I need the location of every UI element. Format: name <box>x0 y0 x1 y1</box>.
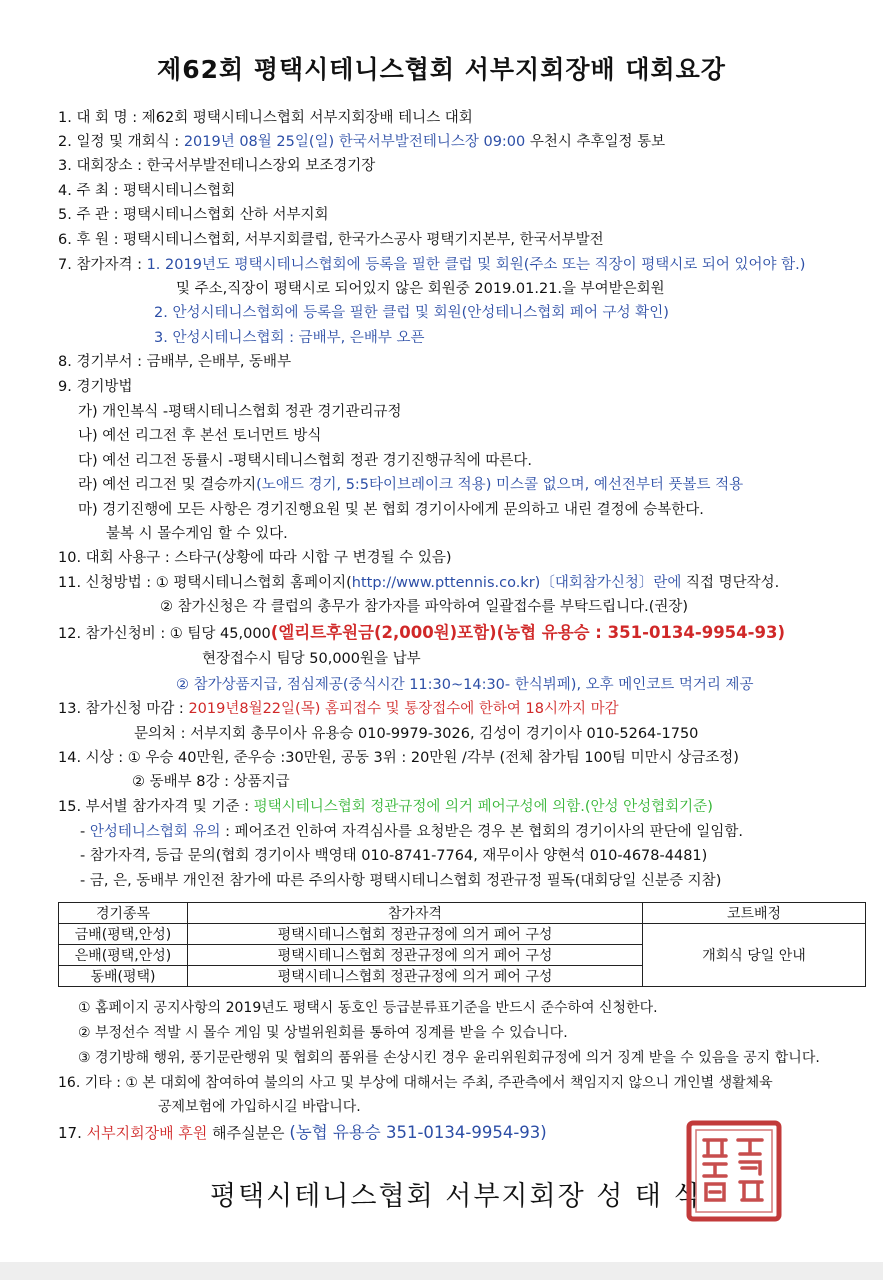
item-15-notice: - 금, 은, 동배부 개인전 참가에 따른 주의사항 평택시테니스협회 정관규정 필독(대회당일 신분증 지참) <box>80 873 722 889</box>
official-seal-icon <box>686 1120 782 1222</box>
homepage-link[interactable]: http://www.pttennis.co.kr)〔대회참가신청〕란에 <box>351 575 682 591</box>
item-11-apply <box>58 573 779 593</box>
item-13-contact: 문의처 : 서부지회 총무이사 유용승 010-9979-3026, 김성이 경기이사 010-5264-1750 <box>134 726 699 742</box>
item-9-d-rules: (노애드 경기, 5:5타이브레이크 적용) 미스콜 없으며, 예선전부터 풋볼트 적용 <box>256 477 744 493</box>
table-cell-event: 금배(평택,안성) <box>59 924 188 945</box>
table-header: 경기종목 <box>59 903 188 924</box>
item-12-onsite: 현장접수시 팀당 50,000원을 납부 <box>202 651 421 667</box>
table-cell-qual: 평택시테니스협회 정관규정에 의거 페어 구성 <box>188 945 643 966</box>
note-3: ③ 경기방해 행위, 풍기문란행위 및 협회의 품위를 손상시킨 경우 윤리위원회규정에 의거 징계 받을 수 있음을 공지 합니다. <box>78 1050 820 1066</box>
item-14-bronze: ② 동배부 8강 : 상품지급 <box>132 774 290 790</box>
item-11-tail: 직접 명단작성. <box>681 575 780 591</box>
item-17-account: (농협 유용승 351-0134-9954-93) <box>289 1123 547 1142</box>
item-9-d <box>78 475 743 495</box>
note-1: ① 홈페이지 공지사항의 2019년도 평택시 동호인 등급분류표기준을 반드시 준수하여 신청한다. <box>78 1000 658 1016</box>
item-16-cont: 공제보험에 가입하시길 바랍니다. <box>158 1099 361 1115</box>
table-cell-event: 동배(평택) <box>59 966 188 987</box>
item-9-c: 다) 예선 리그전 동률시 -평택시테니스협회 정관 경기진행규칙에 따른다. <box>78 453 532 469</box>
item-15-anseong <box>80 822 743 842</box>
table-cell-qual: 평택시테니스협회 정관규정에 의거 페어 구성 <box>188 924 643 945</box>
item-9-e-cont: 불복 시 몰수게임 할 수 있다. <box>106 526 288 542</box>
note-2: ② 부정선수 적발 시 몰수 게임 및 상벌위원회를 통하여 징계를 받을 수 있습니다. <box>78 1025 568 1041</box>
item-12-meal: ② 참가상품지급, 점심제공(중식시간 11:30~14:30- 한식뷔페), 오후 메인코트 먹거리 제공 <box>176 677 754 693</box>
item-17-sponsor: 서부지회장배 후원 <box>86 1124 208 1142</box>
item-3-venue: 3. 대회장소 : 한국서부발전테니스장외 보조경기장 <box>58 158 376 174</box>
item-12-fee <box>58 623 785 644</box>
item-2-rain-note: 우천시 추후일정 통보 <box>525 134 666 150</box>
item-15-inquiry: - 참가자격, 등급 문의(협회 경기이사 백영태 010-8741-7764, 재무이사 양현석 010-4678-4481) <box>80 848 708 864</box>
item-10-ball: 10. 대회 사용구 : 스타구(상황에 따라 시합 구 변경될 수 있음) <box>58 550 452 566</box>
table-cell-court: 개회식 당일 안내 <box>643 924 866 987</box>
item-11-label: 11. 신청방법 : ① 평택시테니스협회 홈페이지( <box>58 575 352 591</box>
item-15-dash: - <box>80 824 90 840</box>
item-9-e: 마) 경기진행에 모든 사항은 경기진행요원 및 본 협회 경기이사에게 문의하고 내린 결정에 승복한다. <box>78 502 704 518</box>
item-14-prize: 14. 시상 : ① 우승 40만원, 준우승 :30만원, 공동 3위 : 20만원 /각부 (전체 참가팀 100팀 미만시 상금조정) <box>58 750 739 766</box>
item-11-note: ② 참가신청은 각 클럽의 총무가 참가자를 파악하여 일괄접수를 부탁드립니다.(권장) <box>160 599 689 615</box>
bottom-bar <box>0 1262 883 1280</box>
item-15-rule: 평택시테니스협회 정관규정에 의거 페어구성에 의함.(안성 안성협회기준) <box>253 799 713 815</box>
item-9-a: 가) 개인복식 -평택시테니스협회 정관 경기관리규정 <box>78 404 402 420</box>
item-13-date: 2019년8월22일(목) 홈피접수 및 통장접수에 한하여 18시까지 마감 <box>188 701 619 717</box>
item-17-num: 17. <box>58 1124 87 1142</box>
eligibility-table <box>58 902 866 987</box>
item-12-label: 12. 참가신청비 : ① 팀당 45,000 <box>58 626 271 642</box>
table-row <box>59 924 866 945</box>
item-16-etc: 16. 기타 : ① 본 대회에 참여하여 불의의 사고 및 부상에 대해서는 주최, 주관측에서 책임지지 않으니 개인별 생활체육 <box>58 1075 773 1091</box>
document-title: 제62회 평택시테니스협회 서부지회장배 대회요강 <box>157 55 726 84</box>
item-2-label: 2. 일정 및 개회식 : <box>58 134 184 150</box>
item-4-host: 4. 주 최 : 평택시테니스협회 <box>58 183 236 199</box>
table-cell-event: 은배(평택,안성) <box>59 945 188 966</box>
item-17-mid: 해주실분은 <box>207 1124 290 1142</box>
item-7-label: 7. 참가자격 : <box>58 257 147 273</box>
item-6-sponsor: 6. 후 원 : 평택시테니스협회, 서부지회클럽, 한국가스공사 평택기지본부, 한국서부발전 <box>58 232 604 248</box>
item-2-schedule <box>58 132 665 152</box>
item-15-label: 15. 부서별 참가자격 및 기준 : <box>58 799 254 815</box>
item-5-organizer: 5. 주 관 : 평택시테니스협회 산하 서부지회 <box>58 207 329 223</box>
item-15-anseong-label: 안성테니스협회 유의 <box>89 824 221 840</box>
item-13-label: 13. 참가신청 마감 : <box>58 701 189 717</box>
item-7-eligibility <box>58 255 805 275</box>
table-cell-qual: 평택시테니스협회 정관규정에 의거 페어 구성 <box>188 966 643 987</box>
item-1-event-name: 1. 대 회 명 : 제62회 평택시테니스협회 서부지회장배 테니스 대회 <box>58 110 473 126</box>
footer-signature: 평택시테니스협회 서부지회장 성 태 식 <box>210 1181 702 1212</box>
item-17-support <box>58 1123 547 1143</box>
table-header-row <box>59 903 866 924</box>
item-13-deadline <box>58 699 619 719</box>
item-15-criteria <box>58 797 713 817</box>
table-header: 코트배정 <box>643 903 866 924</box>
item-9-b: 나) 예선 리그전 후 본선 토너먼트 방식 <box>78 428 322 444</box>
item-2-date-venue: 2019년 08월 25일(일) 한국서부발전테니스장 09:00 <box>183 134 526 150</box>
item-9-method: 9. 경기방법 <box>58 379 133 395</box>
table-header: 참가자격 <box>188 903 643 924</box>
item-15-anseong-text: : 페어조건 인하여 자격심사를 요청받은 경우 본 협회의 경기이사의 판단에 일임함. <box>220 824 743 840</box>
item-7-rule-1: 1. 2019년도 평택시테니스협회에 등록을 필한 클럽 및 회원(주소 또는 직장이 평택시로 되어 있어야 함.) <box>146 257 806 273</box>
item-9-d-label: 라) 예선 리그전 및 결승까지 <box>78 477 257 493</box>
item-7-rule-3: 3. 안성시테니스협회 : 금배부, 은배부 오픈 <box>154 330 425 346</box>
item-7-rule-1-cont: 및 주소,직장이 평택시로 되어있지 않은 회원중 2019.01.21.을 부여받은회원 <box>176 281 665 297</box>
item-7-rule-2: 2. 안성시테니스협회에 등록을 필한 클럽 및 회원(안성테니스협회 페어 구성 확인) <box>154 305 669 321</box>
item-12-account: (엘리트후원금(2,000원)포함)(농협 유용승 : 351-0134-9954-93) <box>270 623 785 642</box>
item-8-divisions: 8. 경기부서 : 금배부, 은배부, 동배부 <box>58 354 292 370</box>
